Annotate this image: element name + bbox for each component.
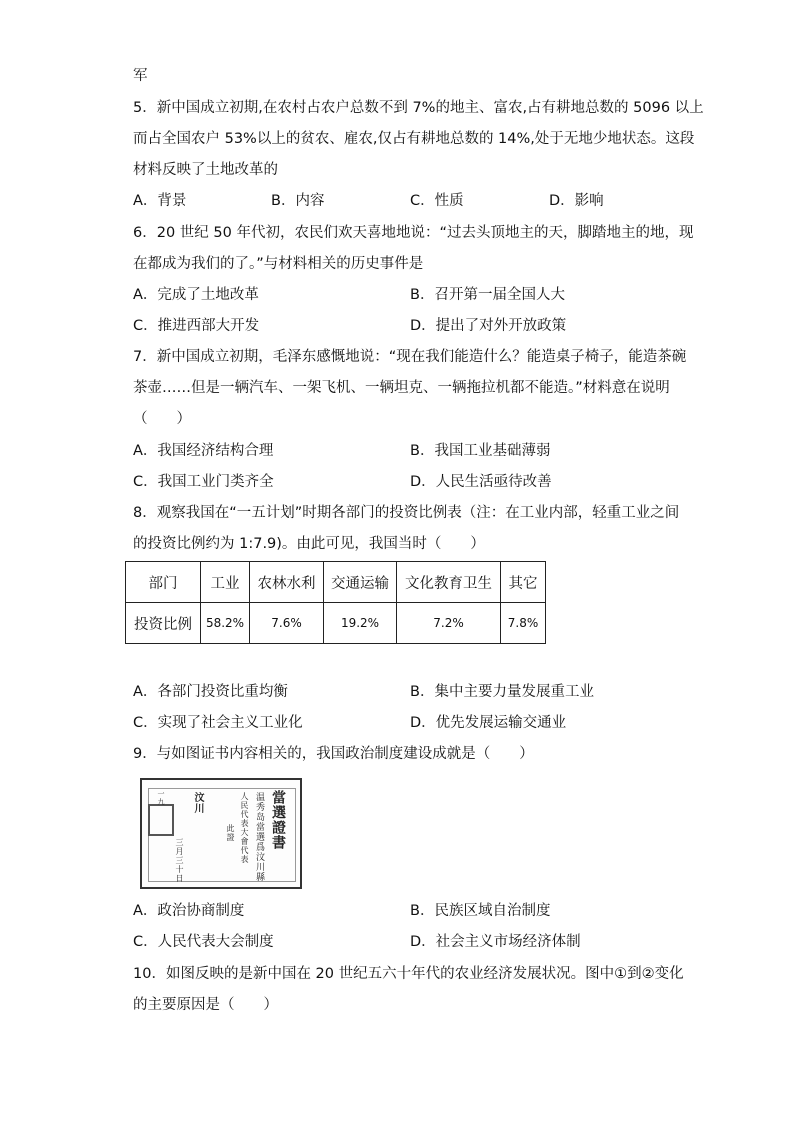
table-row	[126, 603, 546, 644]
table-cell: 投资比例	[126, 603, 201, 644]
table-header-cell: 农林水利	[250, 562, 324, 603]
q5-stem-line-1: 5．新中国成立初期,在农村占农户总数不到 7%的地主、富农,占有耕地总数的 5096 以上	[133, 100, 704, 116]
q7-stem-line-3: （ ）	[133, 411, 191, 427]
table-header-cell: 部门	[126, 562, 201, 603]
q5-option-a[interactable]: A．背景	[133, 193, 187, 209]
q7-stem-line-1: 7．新中国成立初期，毛泽东感慨地说：“现在我们能造什么？能造桌子椅子，能造茶碗	[133, 349, 687, 365]
investment-table	[125, 561, 546, 644]
q8-stem-line-1: 8．观察我国在“一五计划”时期各部门的投资比例表（注：在工业内部，轻重工业之间	[133, 505, 680, 521]
table-header-cell: 其它	[501, 562, 546, 603]
q6-option-c[interactable]: C．推进西部大开发	[133, 318, 260, 334]
q5-option-b[interactable]: B．内容	[271, 193, 325, 209]
table-cell: 7.8%	[501, 603, 546, 644]
q9-option-c[interactable]: C．人民代表大会制度	[133, 934, 274, 950]
q6-option-a[interactable]: A．完成了土地改革	[133, 287, 259, 303]
q8-option-b[interactable]: B．集中主要力量发展重工业	[410, 684, 594, 700]
certificate-title: 當選證書	[270, 790, 286, 850]
q9-stem: 9．与如图证书内容相关的，我国政治制度建设成就是（ ）	[133, 746, 534, 762]
certificate-year: 一九	[157, 790, 165, 806]
certificate-stamp	[148, 804, 174, 836]
q6-option-b[interactable]: B．召开第一届全国人大	[410, 287, 565, 303]
q6-option-d[interactable]: D．提出了对外开放政策	[410, 318, 567, 334]
table-cell: 58.2%	[201, 603, 250, 644]
q8-option-a[interactable]: A．各部门投资比重均衡	[133, 684, 288, 700]
q9-option-b[interactable]: B．民族区域自治制度	[410, 903, 551, 919]
q8-stem-line-2: 的投资比例约为 1:7.9)。由此可见，我国当时（ ）	[133, 536, 485, 552]
q9-option-d[interactable]: D．社会主义市场经济体制	[410, 934, 581, 950]
q8-option-c[interactable]: C．实现了社会主义工业化	[133, 715, 303, 731]
table-cell: 7.2%	[397, 603, 501, 644]
q5-stem-line-2: 而占全国农户 53%以上的贫农、雇农,仅占有耕地总数的 14%,处于无地少地状态。这段	[133, 131, 695, 147]
certificate-date: 三月三十日	[175, 838, 184, 883]
q7-option-d[interactable]: D．人民生活亟待改善	[410, 474, 552, 490]
table-header-cell: 工业	[201, 562, 250, 603]
q9-option-a[interactable]: A．政治协商制度	[133, 903, 245, 919]
table-header-cell: 文化教育卫生	[397, 562, 501, 603]
certificate-line-3: 此證	[226, 824, 235, 842]
q7-stem-line-2: 茶壶……但是一辆汽车、一架飞机、一辆坦克、一辆拖拉机都不能造。”材料意在说明	[133, 380, 670, 396]
q7-option-b[interactable]: B．我国工业基础薄弱	[410, 443, 551, 459]
certificate-county: 汶川	[192, 792, 203, 814]
table-cell: 7.6%	[250, 603, 324, 644]
q8-option-d[interactable]: D．优先发展运输交通业	[410, 715, 567, 731]
q10-stem-line-1: 10．如图反映的是新中国在 20 世纪五六十年代的农业经济发展状况。图中①到②变化	[133, 966, 684, 982]
table-cell: 19.2%	[324, 603, 397, 644]
continued-text: 军	[133, 68, 148, 84]
q5-option-c[interactable]: C．性质	[410, 193, 464, 209]
q5-option-d[interactable]: D．影响	[549, 193, 604, 209]
q7-option-c[interactable]: C．我国工业门类齐全	[133, 474, 274, 490]
table-header-cell: 交通运输	[324, 562, 397, 603]
certificate-line-1: 温秀岛當選爲汶川縣	[254, 792, 264, 882]
q5-stem-line-3: 材料反映了土地改革的	[133, 162, 278, 178]
table-header-row	[126, 562, 546, 603]
election-certificate-image	[140, 778, 302, 889]
q10-stem-line-2: 的主要原因是（ ）	[133, 997, 278, 1013]
q6-stem-line-2: 在都成为我们的了。”与材料相关的历史事件是	[133, 256, 424, 272]
q7-option-a[interactable]: A．我国经济结构合理	[133, 443, 274, 459]
certificate-line-2: 人民代表大會代表	[240, 792, 249, 864]
q6-stem-line-1: 6．20 世纪 50 年代初，农民们欢天喜地地说：“过去头顶地主的天，脚踏地主的地，现	[133, 225, 694, 241]
